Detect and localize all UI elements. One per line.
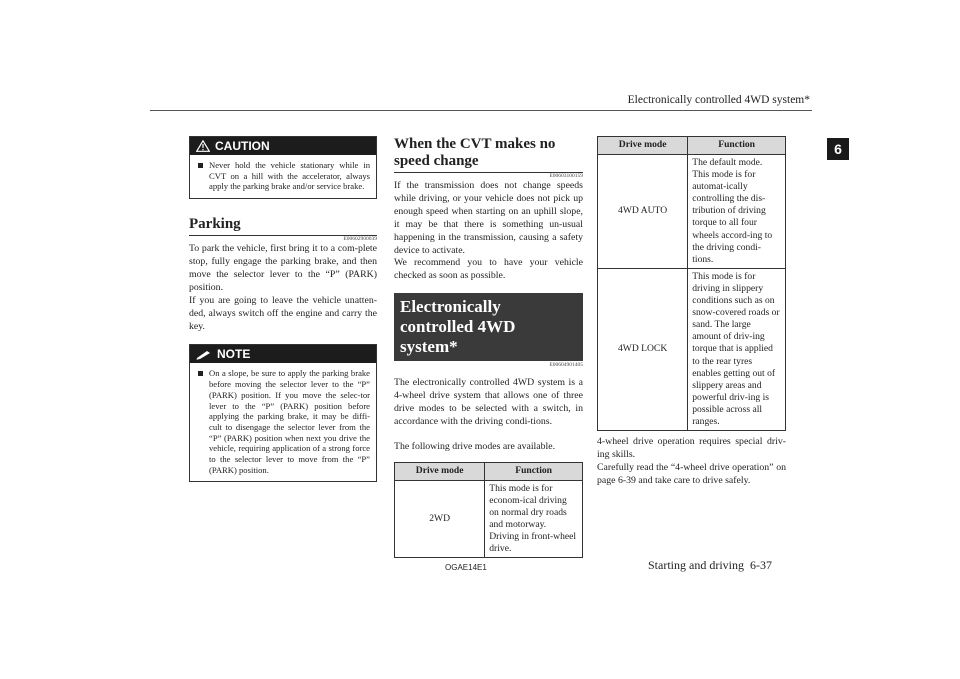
cvt-title: When the CVT makes no speed change [394, 136, 556, 169]
caution-label: CAUTION [215, 139, 270, 153]
mode-cell: 4WD LOCK [598, 268, 688, 430]
ecu4wd-banner: Electronically controlled 4WD system* [394, 293, 583, 361]
table-header-row [598, 137, 786, 155]
col-function: Function [688, 137, 786, 155]
note-label: NOTE [217, 347, 251, 362]
page-number: 6-37 [750, 558, 772, 572]
note-text: On a slope, be sure to apply the parking brake before moving the selector lever to the “P” (PARK) position. If you move the selec-tor lever to the “P” (PARK) position before applying the parking brake, it may be diffi-cult to disengage the selector lever from the “P” (PARK) position when next you drive the vehicle, requiring application of a strong force to the selector lever to move from the “P” (PARK) position. [209, 368, 370, 475]
cvt-paragraph-1: If the transmission does not change speeds while driving, or your vehicle does not pick up enough speed when starting on an uphill slope, it may be that there is something un-usual happening in the transmission, causing a safety device to activate. [394, 180, 583, 256]
bullet-icon [198, 371, 203, 376]
caution-box [189, 136, 377, 199]
chapter-tab: 6 [827, 138, 849, 160]
parking-code: E00602900039 [343, 236, 377, 243]
col-drive-mode: Drive mode [598, 137, 688, 155]
parking-title: Parking [189, 216, 241, 233]
caution-item [190, 155, 376, 198]
cvt-code: E00603100159 [549, 173, 583, 179]
after-paragraph-2: Carefully read the “4-wheel drive operation” on page 6-39 and take care to drive safely. [597, 461, 786, 486]
warning-triangle-icon [196, 140, 210, 152]
drive-mode-table-part-2 [597, 136, 786, 431]
parking-paragraph-2: If you are going to leave the vehicle unatten-ded, always switch off the engine and carry the key. [189, 294, 377, 332]
drive-mode-table-part-1 [394, 462, 583, 559]
ecu4wd-code: E00604901405 [549, 362, 583, 369]
ecu4wd-intro: The electronically controlled 4WD system is a 4-wheel drive system that allows one of three drive modes to be selected with a switch, in accordance with the driving condi-tions. [394, 377, 583, 427]
table-row [598, 155, 786, 269]
mode-cell: 4WD AUTO [598, 155, 688, 269]
table-row [598, 268, 786, 430]
after-paragraph-1: 4-wheel drive operation requires special driv-ing skills. [597, 436, 786, 460]
footer-section: Starting and driving [648, 558, 744, 572]
caution-header [190, 137, 376, 155]
ecu4wd-lead: The following drive modes are available. [394, 440, 556, 452]
table-row [395, 480, 583, 558]
column-right [597, 136, 786, 488]
note-item [190, 363, 376, 481]
table-header-row [395, 462, 583, 480]
running-header: Electronically controlled 4WD system* [627, 94, 810, 106]
column-middle [394, 136, 583, 558]
column-left [189, 136, 377, 482]
pen-icon [196, 349, 212, 360]
parking-paragraph-1: To park the vehicle, first bring it to a com-plete stop, fully engage the parking brake, and then move the selector lever to the “P” (PARK) position. [189, 243, 377, 293]
function-cell: The default mode. This mode is for automat-ically controlling the dis-tribution of driving torque to all four wheels accord-ing to the driving condi-tions. [688, 155, 786, 269]
header-rule [150, 110, 812, 111]
cvt-paragraph-2: We recommend you to have your vehicle checked as soon as possible. [394, 257, 583, 282]
note-header [190, 345, 376, 363]
bullet-icon [198, 163, 203, 168]
footer-code: OGAE14E1 [445, 563, 487, 572]
mode-cell: 2WD [395, 480, 485, 558]
note-box [189, 344, 377, 482]
col-function: Function [485, 462, 583, 480]
caution-text: Never hold the vehicle stationary while in CVT on a hill with the accelerator, always apply the parking brake and/or service brake. [209, 160, 370, 192]
col-drive-mode: Drive mode [395, 462, 485, 480]
function-cell: This mode is for driving in slippery conditions such as on snow-covered roads or sand. The large amount of driv-ing torque that is applied to the rear tyres enables getting out of slippery areas and powerful driv-ing is possible across all ranges. [688, 268, 786, 430]
function-cell: This mode is for econom-ical driving on normal dry roads and motorway. Driving in front-wheel drive. [485, 480, 583, 558]
